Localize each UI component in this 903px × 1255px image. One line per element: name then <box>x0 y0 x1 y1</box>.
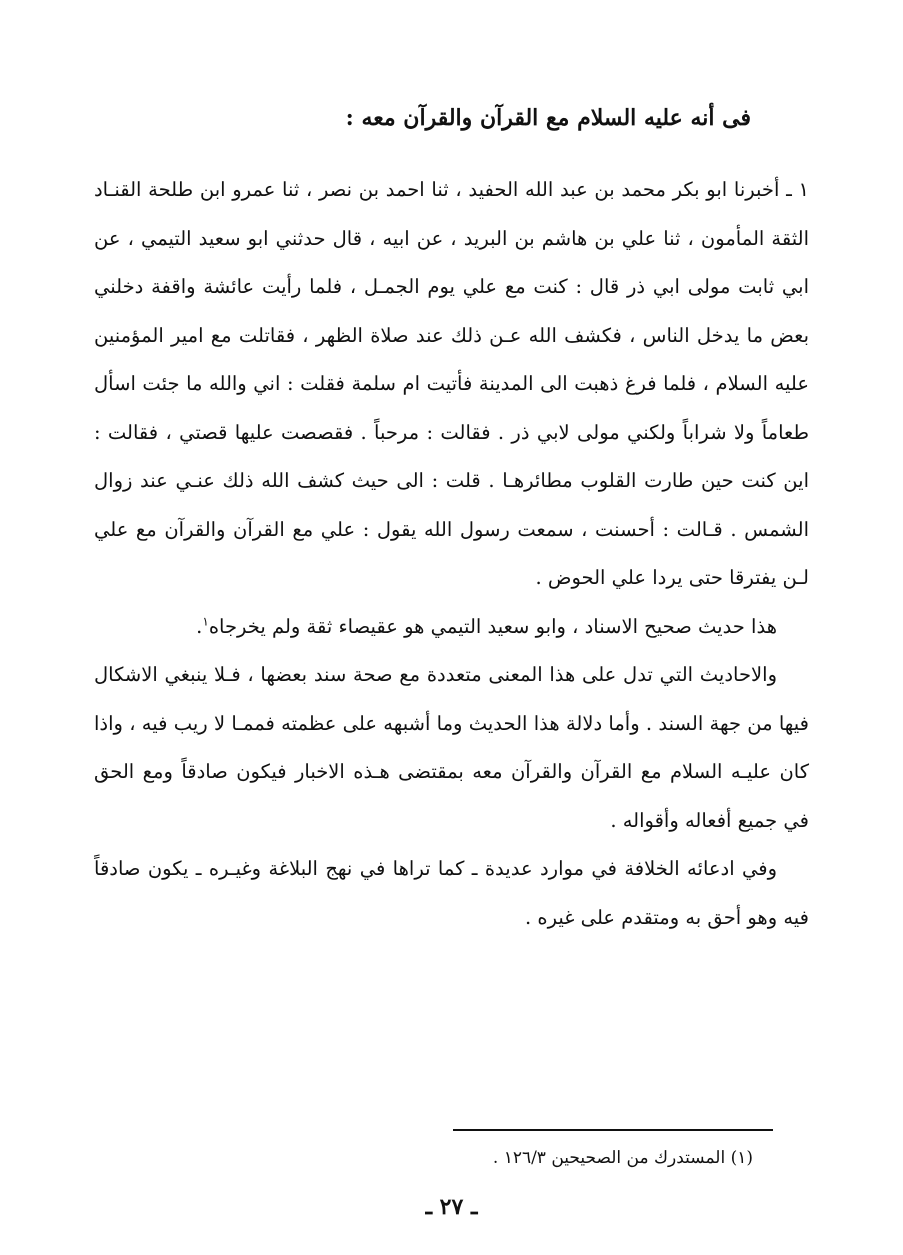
paragraph-grading: هذا حديث صحيح الاسناد ، وابو سعيد التيمي هو عقيصاء ثقة ولم يخرجاه$^١$. <box>196 614 777 638</box>
section-heading: فى أنه عليه السلام مع القرآن والقرآن معه : <box>345 105 751 131</box>
footnote-divider <box>453 1129 773 1131</box>
paragraph-commentary: والاحاديث التي تدل على هذا المعنى متعددة مع صحة سند بعضها ، فـلا ينبغي الاشكال فيها من جهة السند . وأما دلالة هذا الحديث وما أشبهه على عظمته فممـا لا ريب فيه ، واذا كان عليـه السلام مع القرآن والقرآن معه بمقتضى هـذه الاخبار فيكون صادقاً ومع الحق في جميع أفعاله وأقواله . <box>94 663 809 832</box>
paragraph-hadith: ١ ـ أخبرنا ابو بكر محمد بن عبد الله الحفيد ، ثنا احمد بن نصر ، ثنا عمرو ابن طلحة القنـاد الثقة المأمون ، ثنا علي بن هاشم بن البريد ، عن ابيه ، قال حدثني ابو سعيد التيمي ، عن ابي ثابت مولى ابي ذر قال : كنت مع علي يوم الجمـل ، فلما رأيت عائشة واقفة دخلني بعض ما يدخل الناس ، فكشف الله عـن ذلك عند صلاة الظهر ، فقاتلت مع امير المؤمنين عليه السلام ، فلما فرغ ذهبت الى المدينة فأتيت ام سلمة فقلت : اني والله ما جئت اسأل طعاماً ولا شراباً ولكني مولى لابي ذر . فقالت : مرحباً . فقصصت عليها قصتي ، فقالت : اين كنت حين طارت القلوب مطائرهـا . قلت : الى حيث كشف الله ذلك عنـي عند زوال الشمس . قـالت : أحسنت ، سمعت رسول الله يقول : علي مع القرآن والقرآن مع علي لـن يفترقا حتى يردا علي الحوض . <box>94 178 809 589</box>
body-text <box>94 166 809 942</box>
footnote-marker: ١ <box>202 614 209 628</box>
paragraph-grading-text: هذا حديث صحيح الاسناد ، وابو سعيد التيمي هو عقيصاء ثقة ولم يخرجاه <box>208 614 777 638</box>
footnote: (١) المستدرك من الصحيحين ١٢٦/٣ . <box>492 1148 753 1168</box>
paragraph-conclusion: وفي ادعائه الخلافة في موارد عديدة ـ كما تراها في نهج البلاغة وغيـره ـ يكون صادقاً فيه وهو أحق به ومتقدم على غيره . <box>94 857 809 929</box>
page-number: ـ ٢٧ ـ <box>425 1194 478 1220</box>
